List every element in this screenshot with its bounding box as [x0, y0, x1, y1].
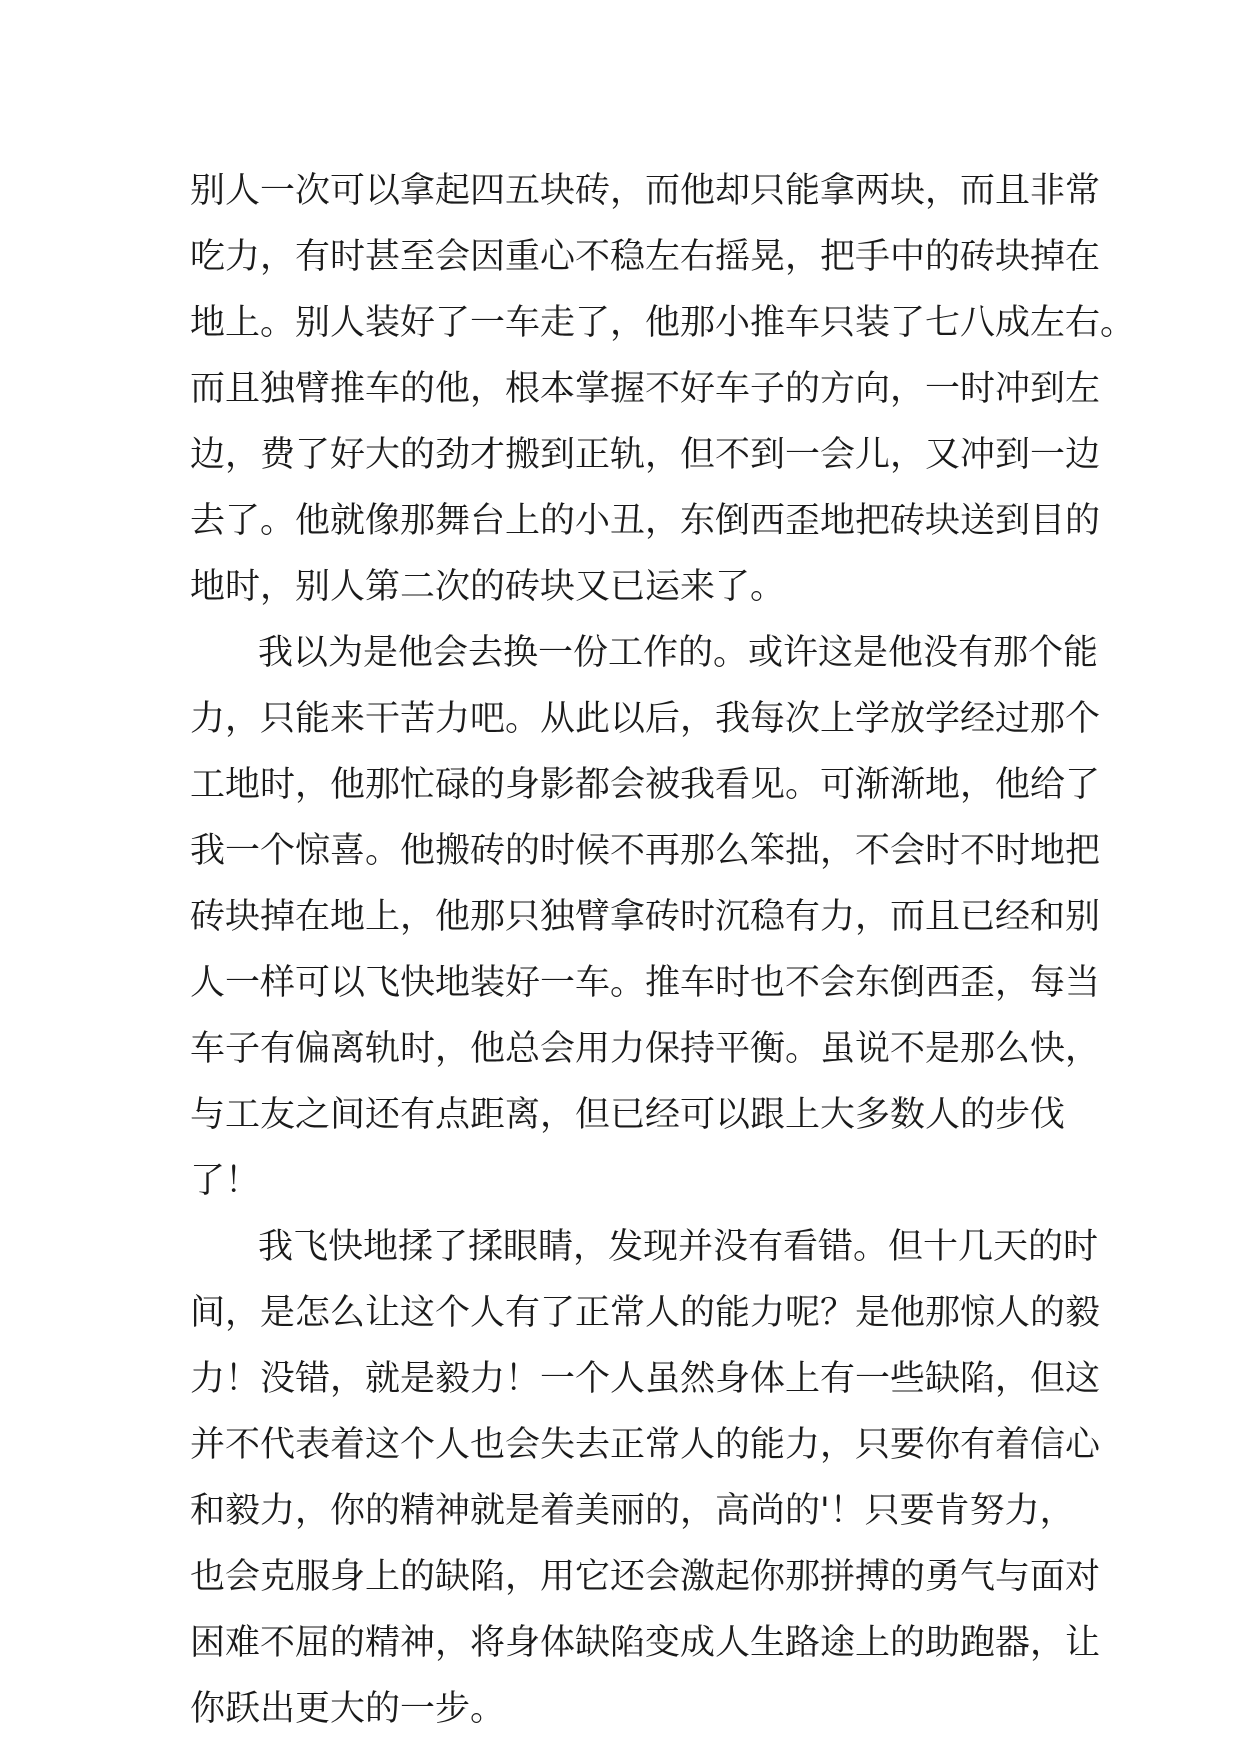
paragraph-3 [190, 1214, 1101, 1742]
text-line: 而且独臂推车的他，根本掌握不好车子的方向，一时冲到左 [190, 369, 1101, 409]
text-line: 困难不屈的精神，将身体缺陷变成人生路途上的助跑器，让 [190, 1623, 1101, 1663]
text-line: 我一个惊喜。他搬砖的时候不再那么笨拙，不会时不时地把 [190, 831, 1101, 871]
text-line: 我飞快地揉了揉眼睛，发现并没有看错。但十几天的时 [258, 1227, 1099, 1267]
text-line: 我以为是他会去换一份工作的。或许这是他没有那个能 [258, 633, 1099, 673]
text-line: 间，是怎么让这个人有了正常人的能力呢？是他那惊人的毅 [190, 1293, 1101, 1333]
text-line: 工地时，他那忙碌的身影都会被我看见。可渐渐地，他给了 [190, 765, 1101, 805]
text-line: 并不代表着这个人也会失去正常人的能力，只要你有着信心 [190, 1425, 1101, 1465]
text-line: 吃力，有时甚至会因重心不稳左右摇晃，把手中的砖块掉在 [190, 237, 1101, 277]
text-line: 砖块掉在地上，他那只独臂拿砖时沉稳有力，而且已经和别 [190, 897, 1101, 937]
text-line: 和毅力，你的精神就是着美丽的，高尚的'！只要肯努力， [190, 1491, 1075, 1531]
text-line: 人一样可以飞快地装好一车。推车时也不会东倒西歪，每当 [190, 963, 1101, 1003]
text-line: 地时，别人第二次的砖块又已运来了。 [190, 567, 786, 607]
text-line: 力，只能来干苦力吧。从此以后，我每次上学放学经过那个 [190, 699, 1101, 739]
text-line: 力！没错，就是毅力！一个人虽然身体上有一些缺陷，但这 [190, 1359, 1101, 1399]
text-line: 你跃出更大的一步。 [190, 1689, 506, 1729]
paragraph-2 [190, 620, 1101, 1214]
text-line: 去了。他就像那舞台上的小丑，东倒西歪地把砖块送到目的 [190, 501, 1101, 541]
text-line: 别人一次可以拿起四五块砖，而他却只能拿两块，而且非常 [190, 171, 1101, 211]
text-line: 了！ [190, 1161, 261, 1201]
text-line: 车子有偏离轨时，他总会用力保持平衡。虽说不是那么快， [190, 1029, 1101, 1069]
text-line: 边，费了好大的劲才搬到正轨，但不到一会儿，又冲到一边 [190, 435, 1101, 475]
text-line: 也会克服身上的缺陷，用它还会激起你那拼搏的勇气与面对 [190, 1557, 1101, 1597]
text-line: 地上。别人装好了一车走了，他那小推车只装了七八成左右。 [190, 303, 1136, 343]
document-body [190, 158, 1136, 1742]
paragraph-1 [190, 158, 1136, 620]
text-line: 与工友之间还有点距离，但已经可以跟上大多数人的步伐 [190, 1095, 1066, 1135]
